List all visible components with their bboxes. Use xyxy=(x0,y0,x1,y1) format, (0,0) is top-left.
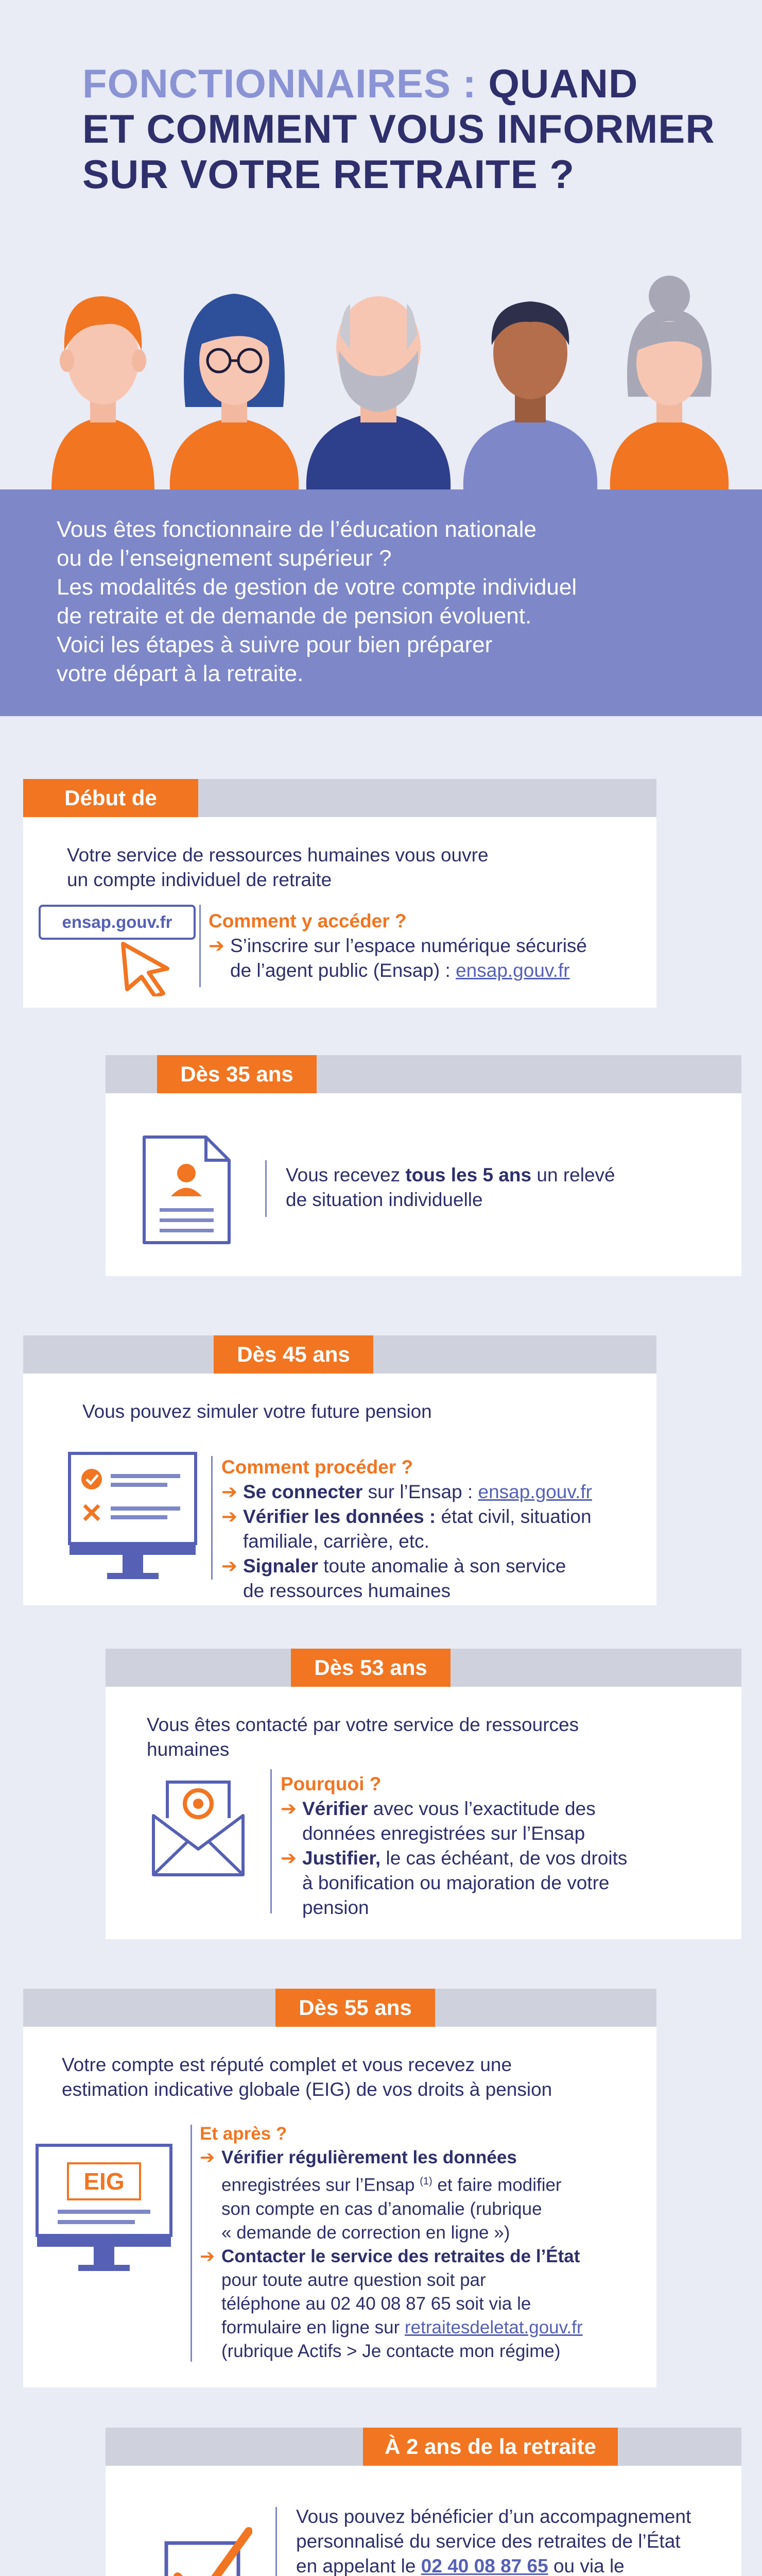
intro-banner: Vous êtes fonctionnaire de l’éducation nationale ou de l’enseignement supérieur ? Les modalités de gestion de votre compte individuel de retraite et de demande de pension évoluent. Voici les étapes à suivre pour bien préparer votre départ à la retraite. xyxy=(0,489,762,716)
person-bald-beard xyxy=(306,296,451,489)
section-card-2ans: Vous pouvez bénéficier d’un accompagnement personnalisé du service des retraites de l’État en appelant le 02 40 08 87 65 ou via le xyxy=(106,2466,741,2576)
person-dark-skin xyxy=(463,301,597,489)
section-card-45: Vous pouvez simuler votre future pension Comment procéder ? ➔ Se connecter sur l’Ensap : ensap.gouv.fr ➔ Vérifier les données : état civil, situation familiale, carrière, etc. ➔ Signaler toute anomalie à son service de ressources humaines xyxy=(23,1374,656,1605)
monitor-eig-icon xyxy=(34,2143,174,2277)
section-card-53: Vous êtes contacté par votre service de ressources humaines Pourquoi ? ➔ Vérifier avec vous l’exactitude des données enregistrées sur l’Ensap ➔ Justifier, le cas échéant, de vos droits à bonification ou majoration de votre pension xyxy=(106,1687,741,1939)
checkbox-check-icon xyxy=(162,2525,252,2576)
ensap-link[interactable]: ensap.gouv.fr xyxy=(456,960,570,981)
document-icon xyxy=(139,1132,234,1248)
section-label-35: Dès 35 ans xyxy=(157,1055,317,1093)
ensap-badge: ensap.gouv.fr xyxy=(39,905,196,940)
person-grey-hair xyxy=(610,276,729,489)
section-card-debut: Votre service de ressources humaines vous ouvre un compte individuel de retraite ensap.gouv.fr Comment y accéder ? ➔ S’inscrire sur l’espace numérique sécurisé de l’agent public (Ensap) : ensap.gouv.fr xyxy=(23,817,656,1008)
phone-link[interactable]: 02 40 08 87 65 xyxy=(421,2555,548,2576)
page-title: FONCTIONNAIRES : QUAND ET COMMENT VOUS INFORMER SUR VOTRE RETRAITE ? xyxy=(82,61,715,197)
person-blue-hair xyxy=(170,294,299,489)
section-card-55: Votre compte est réputé complet et vous recevez une estimation indicative globale (EIG) de vos droits à pension EIG Et après ? ➔ Vérifier régulièrement les données enregistrées sur l’Ensap $^{(1)}$ et faire modifier son compte en cas d’anomalie (rubrique « demande de correction en ligne ») ➔ Contacter le service des retraites de l’État pour toute autre question soit par téléphone au 02 40 08 87 65 soit via le formulaire en ligne sur retraitesdeletat.gouv.fr (rubrique Actifs > Je contacte mon régime) xyxy=(23,2027,656,2387)
section-label-45: Dès 45 ans xyxy=(214,1335,373,1374)
eig-label: EIG xyxy=(83,2168,125,2195)
section-label-2ans: À 2 ans de la retraite xyxy=(363,2428,618,2466)
section-label-53: Dès 53 ans xyxy=(291,1649,451,1687)
monitor-checklist-icon xyxy=(67,1451,198,1585)
section-card-35: Vous recevez tous les 5 ans un relevé de situation individuelle xyxy=(106,1093,741,1276)
people-illustration xyxy=(41,247,731,489)
person-orange-hair xyxy=(51,296,154,489)
email-icon xyxy=(149,1777,247,1880)
section-label-debut: Début de xyxy=(23,779,198,817)
ensap-link[interactable]: ensap.gouv.fr xyxy=(478,1481,592,1502)
cursor-icon xyxy=(116,940,178,996)
section-label-55: Dès 55 ans xyxy=(275,1989,435,2027)
retraitesdeletat-link[interactable]: retraitesdeletat.gouv.fr xyxy=(405,2317,583,2337)
